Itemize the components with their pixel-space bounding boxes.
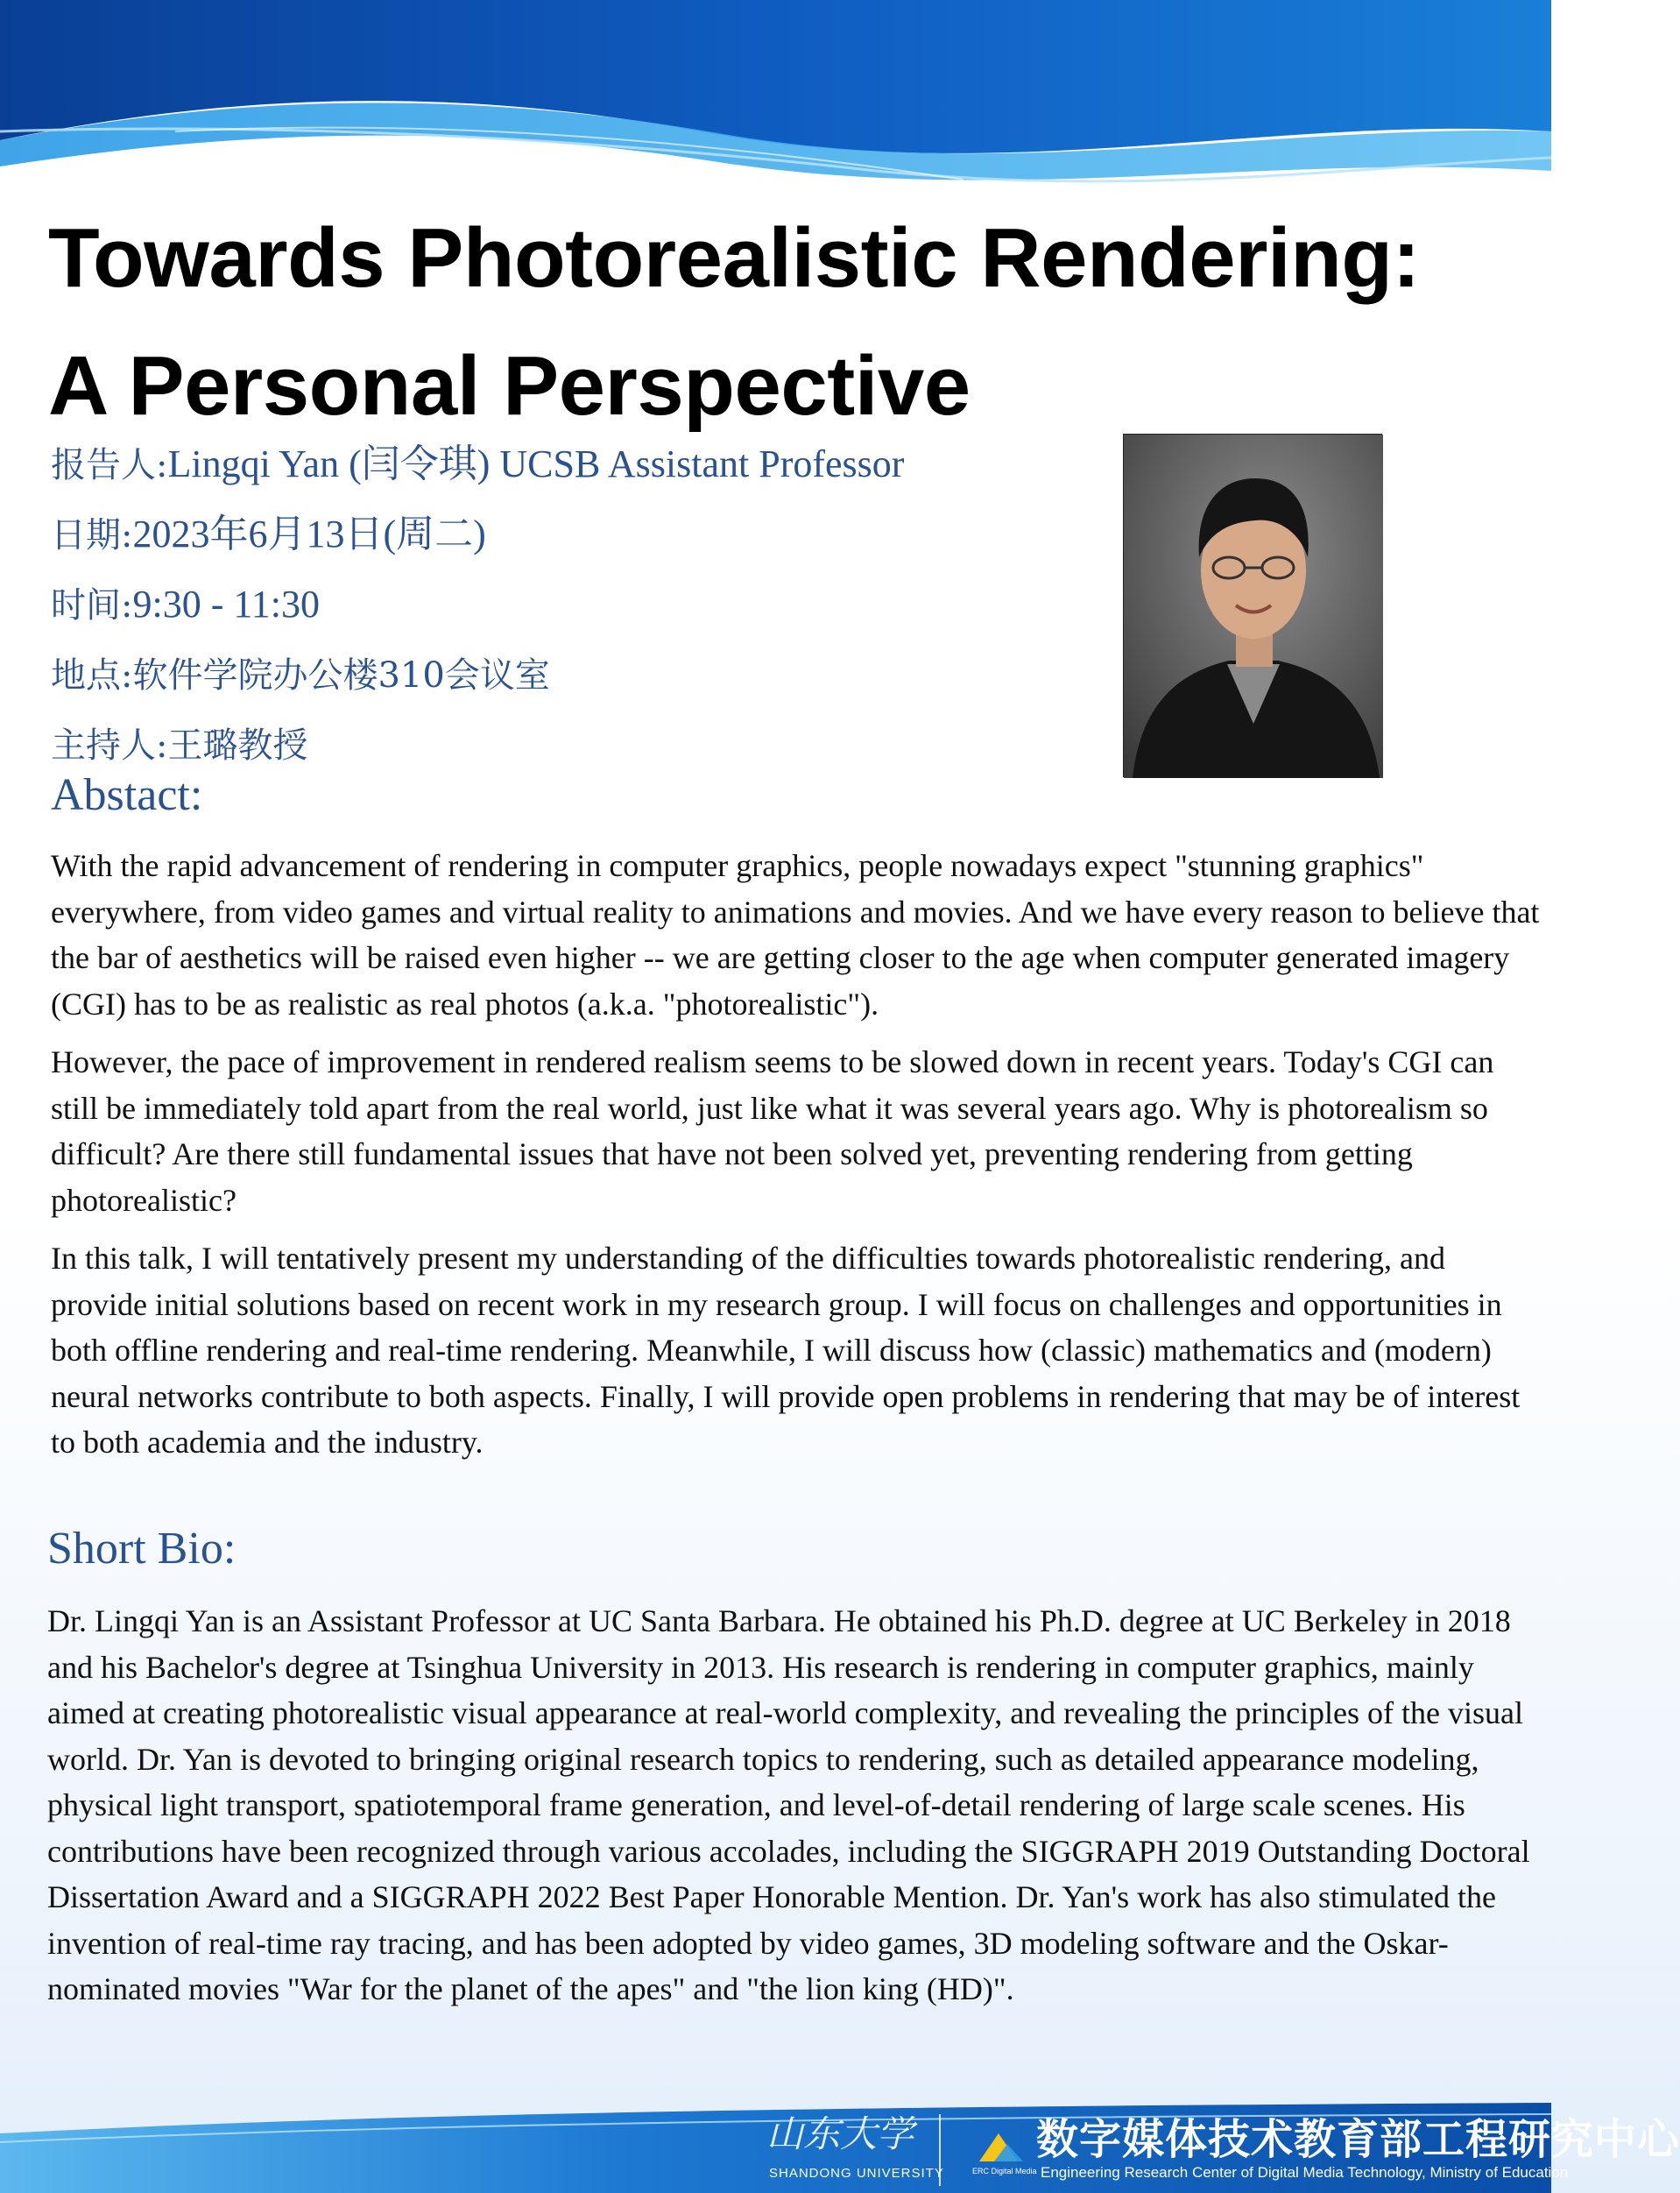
location-label: 地点: bbox=[51, 655, 133, 696]
abstract-paragraph: However, the pace of improvement in rendered realism seems to be slowed down in recent years. Today's CGI can still be immediately told apart from the real world, just like what it was several years ago. Why is photorealism so difficult? Are there still fundamental issues that have not been solved yet, preventing rendering from getting photorealistic? bbox=[51, 1044, 1494, 1218]
host-row bbox=[51, 710, 1084, 780]
abstract-paragraph: In this talk, I will tentatively present my understanding of the difficulties towards photorealistic rendering, and provide initial solutions based on recent work in my research group. I will focus on challenges and opportunities in both offline rendering and real-time rendering. Meanwhile, I will discuss how (classic) mathematics and (modern) neural networks contribute to both aspects. Finally, I will provide open problems in rendering that may be of interest to both academia and the industry. bbox=[51, 1241, 1521, 1460]
top-banner bbox=[0, 0, 1551, 202]
title-line-2: A Personal Perspective bbox=[48, 339, 971, 433]
date-row bbox=[51, 499, 1084, 569]
abstract-paragraph: With the rapid advancement of rendering in computer graphics, people nowadays expect "stunning graphics" everywhere, from video games and virtual reality to animations and movies. And we have every reason to believe that the bar of aesthetics will be raised even higher -- we are getting closer to the age when computer generated imagery (CGI) has to be as realistic as real photos (a.k.a. "photorealistic"). bbox=[51, 848, 1540, 1022]
abstract-body bbox=[51, 843, 1540, 1478]
time-value: 9:30 - 11:30 bbox=[132, 583, 320, 626]
event-info bbox=[51, 429, 1084, 780]
speaker-row bbox=[51, 429, 1084, 499]
bio-body bbox=[47, 1598, 1536, 2013]
speaker-value: Lingqi Yan (闫令琪) UCSB Assistant Professor bbox=[167, 442, 905, 485]
date-label: 日期: bbox=[51, 515, 133, 555]
host-label: 主持人: bbox=[51, 725, 168, 766]
location-row bbox=[51, 640, 1084, 710]
location-value: 软件学院办公楼310会议室 bbox=[132, 655, 550, 696]
university-logo-script: 山东大学 bbox=[766, 2112, 914, 2155]
time-label: 时间: bbox=[51, 585, 133, 626]
page-title bbox=[48, 195, 1528, 450]
center-name-cn: 数字媒体技术教育部工程研究中心 bbox=[1036, 2115, 1680, 2164]
speaker-portrait-image bbox=[1124, 435, 1383, 778]
speaker-label: 报告人: bbox=[51, 445, 168, 485]
host-value: 王璐教授 bbox=[167, 725, 308, 766]
abstract-heading: Abstact: bbox=[51, 770, 203, 820]
time-row bbox=[51, 569, 1084, 640]
speaker-photo bbox=[1123, 434, 1382, 777]
center-logo-caption: ERC Digital Media bbox=[972, 2167, 1037, 2175]
bio-paragraph: Dr. Lingqi Yan is an Assistant Professor at UC Santa Barbara. He obtained his Ph.D. degree at UC Berkeley in 2018 and his Bachelor's degree at Tsinghua University in 2013. His research is rendering in computer graphics, mainly aimed at creating photorealistic visual appearance at real-world complexity, and revealing the principles of the visual world. Dr. Yan is devoted to bringing original research topics to rendering, such as detailed appearance modeling, physical light transport, spatiotemporal frame generation, and level-of-detail rendering of large scale scenes. His contributions have been recognized through various accolades, including the SIGGRAPH 2019 Outstanding Doctoral Dissertation Award and a SIGGRAPH 2022 Best Paper Honorable Mention. Dr. Yan's work has also stimulated the invention of real-time ray tracing, and has been adopted by video games, 3D modeling software and the Oskar-nominated movies "War for the planet of the apes" and "the lion king (HD)". bbox=[47, 1603, 1530, 2006]
center-name-en: Engineering Research Center of Digital Media Technology, Ministry of Education bbox=[1041, 2164, 1569, 2181]
date-value: 2023年6月13日(周二) bbox=[132, 513, 486, 555]
title-line-1: Towards Photorealistic Rendering: bbox=[48, 211, 1420, 305]
university-name: SHANDONG UNIVERSITY bbox=[769, 2166, 944, 2181]
bio-heading: Short Bio: bbox=[47, 1524, 236, 1574]
